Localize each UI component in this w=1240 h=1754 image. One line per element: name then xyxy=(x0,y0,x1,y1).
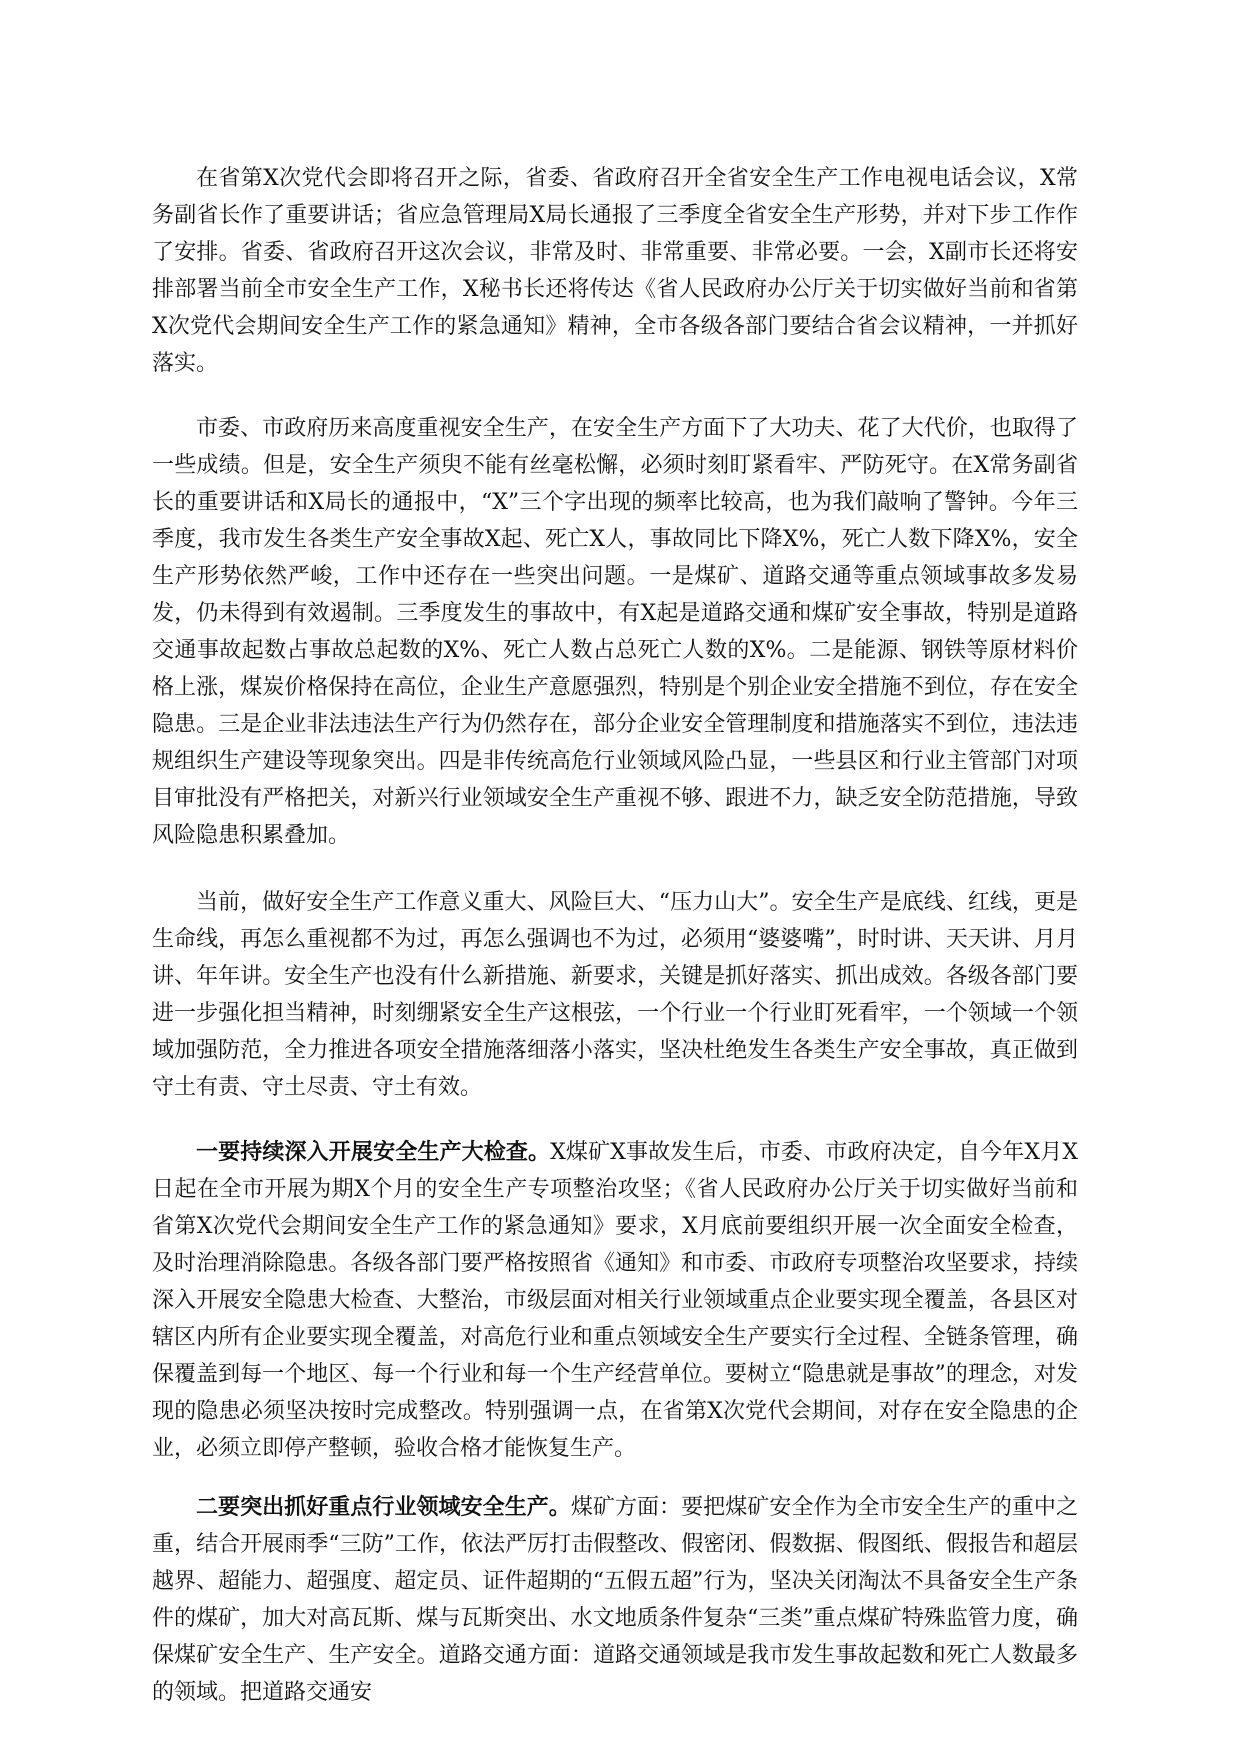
paragraph xyxy=(152,1489,1078,1711)
paragraph xyxy=(152,160,1078,382)
paragraph-text: 当前，做好安全生产工作意义重大、风险巨大、“压力山大”。安全生产是底线、红线，更是生命线，再怎么重视都不为过，再怎么强调也不为过，必须用“婆婆嘴”，时时讲、天天讲、月月讲、年年讲。安全生产也没有什么新措施、新要求，关键是抓好落实、抓出成效。各级各部门要进一步强化担当精神，时刻绷紧安全生产这根弦，一个行业一个行业盯死看牢，一个领域一个领域加强防范，全力推进各项安全措施落细落小落实，坚决杜绝发生各类生产安全事故，真正做到守土有责、守土尽责、守土有效。 xyxy=(152,890,1078,1100)
paragraph xyxy=(152,884,1078,1106)
paragraph-lead: 二要突出抓好重点行业领域安全生产。 xyxy=(196,1494,571,1520)
paragraph-text: 市委、市政府历来高度重视安全生产，在安全生产方面下了大功夫、花了大代价，也取得了一些成绩。但是，安全生产须臾不能有丝毫松懈，必须时刻盯紧看牢、严防死守。在X常务副省长的重要讲话和X局长的通报中，“X”三个字出现的频率比较高，也为我们敲响了警钟。今年三季度，我市发生各类生产安全事故X起、死亡X人，事故同比下降X%，死亡人数下降X%，安全生产形势依然严峻，工作中还存在一些突出问题。一是煤矿、道路交通等重点领域事故多发易发，仍未得到有效遏制。三季度发生的事故中，有X起是道路交通和煤矿安全事故，特别是道路交通事故起数占事故总起数的X%、死亡人数占总死亡人数的X%。二是能源、钢铁等原材料价格上涨，煤炭价格保持在高位，企业生产意愿强烈，特别是个别企业安全措施不到位，存在安全隐患。三是企业非法违法生产行为仍然存在，部分企业安全管理制度和措施落实不到位，违法违规组织生产建设等现象突出。四是非传统高危行业领域风险凸显，一些县区和行业主管部门对项目审批没有严格把关，对新兴行业领域安全生产重视不够、跟进不力，缺乏安全防范措施，导致风险隐患积累叠加。 xyxy=(152,416,1078,848)
paragraph-text: X煤矿X事故发生后，市委、市政府决定，自今年X月X日起在全市开展为期X个月的安全生产专项整治攻坚；《省人民政府办公厅关于切实做好当前和省第X次党代会期间安全生产工作的紧急通知》要求，X月底前要组织开展一次全面安全检查，及时治理消除隐患。各级各部门要严格按照省《通知》和市委、市政府专项整治攻坚要求，持续深入开展安全隐患大检查、大整治，市级层面对相关行业领域重点企业要实现全覆盖，各县区对辖区内所有企业要实现全覆盖，对高危行业和重点领域安全生产要实行全过程、全链条管理，确保覆盖到每一个地区、每一个行业和每一个生产经营单位。要树立“隐患就是事故”的理念，对发现的隐患必须坚决按时完成整改。特别强调一点，在省第X次党代会期间，对存在安全隐患的企业，必须立即停产整顿，验收合格才能恢复生产。 xyxy=(152,1140,1078,1461)
paragraph-text: 在省第X次党代会即将召开之际，省委、省政府召开全省安全生产工作电视电话会议，X常务副省长作了重要讲话；省应急管理局X局长通报了三季度全省安全生产形势，并对下步工作作了安排。省委、省政府召开这次会议，非常及时、非常重要、非常必要。一会，X副市长还将安排部署当前全市安全生产工作，X秘书长还将传达《省人民政府办公厅关于切实做好当前和省第X次党代会期间安全生产工作的紧急通知》精神，全市各级各部门要结合省会议精神，一并抓好落实。 xyxy=(152,166,1078,376)
paragraph xyxy=(152,410,1078,854)
paragraph xyxy=(152,1134,1078,1467)
paragraph-lead: 一要持续深入开展安全生产大检查。 xyxy=(196,1139,551,1165)
paragraph-text: 煤矿方面：要把煤矿安全作为全市安全生产的重中之重，结合开展雨季“三防”工作，依法严厉打击假整改、假密闭、假数据、假图纸、假报告和超层越界、超能力、超强度、超定员、证件超期的“五假五超”行为，坚决关闭淘汰不具备安全生产条件的煤矿，加大对高瓦斯、煤与瓦斯突出、水文地质条件复杂“三类”重点煤矿特殊监管力度，确保煤矿安全生产、生产安全。道路交通方面：道路交通领域是我市发生事故起数和死亡人数最多的领域。把道路交通安 xyxy=(152,1495,1078,1705)
document-body xyxy=(152,160,1078,1731)
